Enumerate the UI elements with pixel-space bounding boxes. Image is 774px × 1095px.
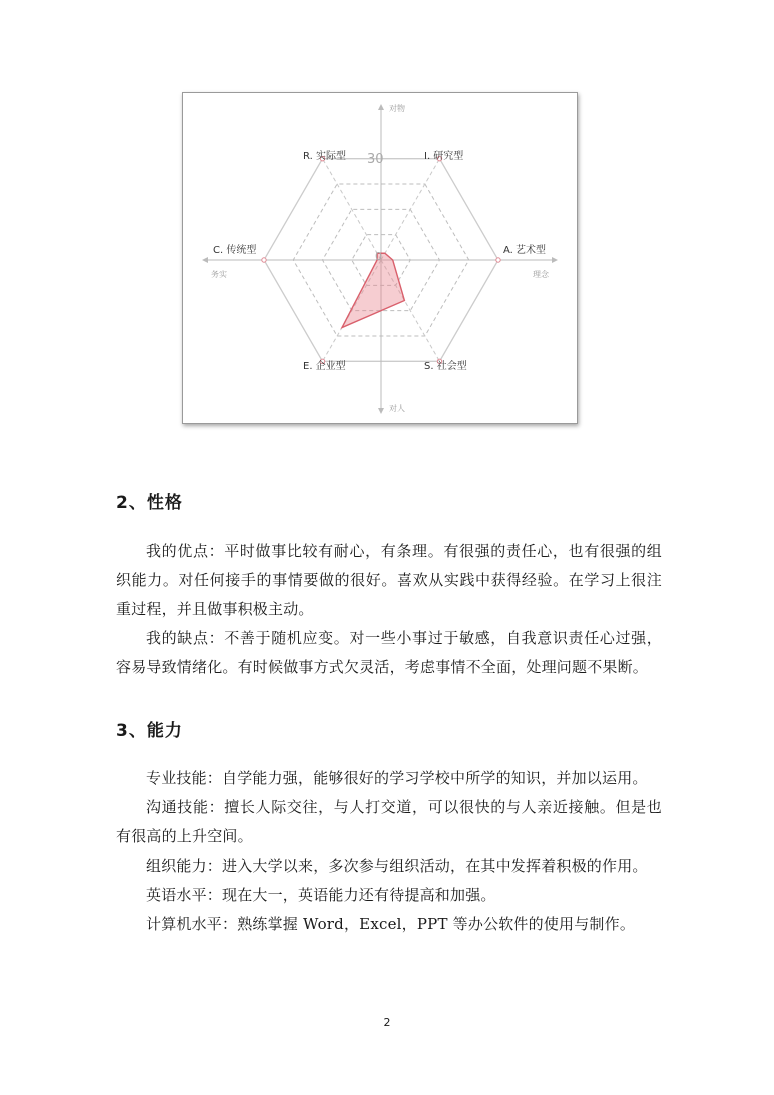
paragraph-organization-ability: 组织能力：进入大学以来，多次参与组织活动，在其中发挥着积极的作用。 [146,857,648,875]
axis-label-top: 对物 [389,104,405,113]
scale-max-label: 30 [367,152,384,167]
axis-label-right: 理念 [533,270,549,279]
vertex-label-i: I. 研究型 [424,151,464,162]
paragraph-computer-level: 计算机水平：熟练掌握 Word，Excel，PPT 等办公软件的使用与制作。 [146,915,636,933]
section-heading-personality: 2、性格 [116,493,183,513]
paragraph-professional-skills: 专业技能：自学能力强，能够很好的学习学校中所学的知识，并加以运用。 [146,769,648,787]
scale-min-label: 0 [375,250,382,263]
vertex-dot [262,258,266,262]
paragraph-communication-skills: 沟通技能：擅长人际交往，与人打交道，可以很快的与人亲近接触。但是也有很高的上升空间。 [116,798,662,845]
vertex-label-s: S. 社会型 [424,361,467,372]
section-heading-ability: 3、能力 [116,721,183,741]
axis-label-bottom: 对人 [389,404,405,413]
vertex-dot [496,258,500,262]
page-number: 2 [383,1016,391,1029]
radar-chart-figure [182,92,578,424]
paragraph-weaknesses: 我的缺点：不善于随机应变。对一些小事过于敏感，自我意识责任心过强，容易导致情绪化。有时候做事方式欠灵活，考虑事情不全面，处理问题不果断。 [116,629,662,676]
vertex-label-a: A. 艺术型 [503,245,547,256]
data-polygon [342,253,404,327]
axis-label-left: 务实 [211,270,227,279]
paragraph-english-level: 英语水平：现在大一，英语能力还有待提高和加强。 [146,886,496,904]
paragraph-strengths: 我的优点：平时做事比较有耐心，有条理。有很强的责任心，也有很强的组织能力。对任何接手的事情要做的很好。喜欢从实践中获得经验。在学习上很注重过程，并且做事积极主动。 [116,542,662,618]
vertex-label-r: R. 实际型 [303,151,346,162]
radar-chart [183,93,577,423]
vertex-label-e: E. 企业型 [303,361,346,372]
radar-spoke [323,159,382,260]
vertex-label-c: C. 传统型 [213,245,257,256]
